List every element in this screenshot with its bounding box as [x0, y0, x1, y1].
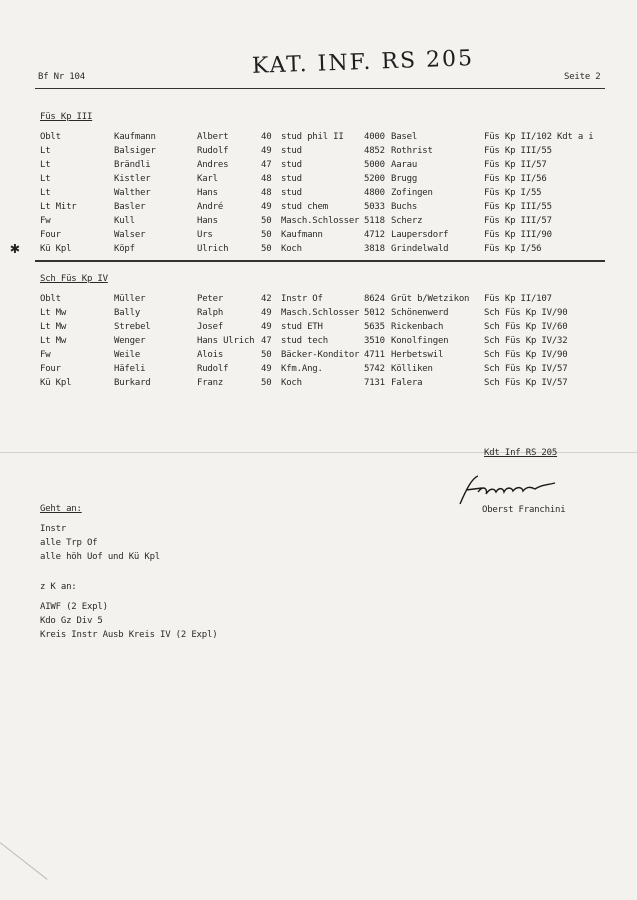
cell-unit: Füs Kp III/57 — [484, 216, 552, 226]
distribution-item: alle Trp Of — [40, 538, 98, 548]
cell-surname: Basler — [114, 202, 146, 212]
cell-firstname: Karl — [197, 174, 218, 184]
cell-surname: Walther — [114, 188, 151, 198]
cell-surname: Weile — [114, 350, 141, 360]
cell-firstname: Hans — [197, 188, 218, 198]
cell-year: 50 — [261, 378, 272, 388]
cell-remark: Kdt a i — [557, 132, 594, 142]
table-row — [0, 306, 637, 320]
cell-rank: Kü Kpl — [40, 378, 72, 388]
cell-unit: Füs Kp II/56 — [484, 174, 547, 184]
section-title-fues-kp-iii: Füs Kp III — [40, 112, 93, 122]
cell-town: Aarau — [391, 160, 418, 170]
cell-year: 42 — [261, 294, 272, 304]
cell-unit: Füs Kp I/56 — [484, 244, 542, 254]
table-row — [0, 186, 637, 200]
cell-firstname: Urs — [197, 230, 213, 240]
cell-profession: stud ETH — [281, 322, 323, 332]
table-row — [0, 130, 637, 144]
cell-postcode: 3510 — [364, 336, 385, 346]
cell-postcode: 4000 — [364, 132, 385, 142]
zk-item: Kreis Instr Ausb Kreis IV (2 Expl) — [40, 630, 218, 640]
cell-year: 40 — [261, 132, 272, 142]
cell-town: Grindelwald — [391, 244, 449, 254]
cell-surname: Kistler — [114, 174, 151, 184]
cell-unit: Füs Kp II/57 — [484, 160, 547, 170]
cell-rank: Oblt — [40, 132, 61, 142]
cell-profession: Bäcker-Konditor — [281, 350, 360, 360]
cell-surname: Balsiger — [114, 146, 156, 156]
cell-postcode: 4800 — [364, 188, 385, 198]
table-row — [0, 334, 637, 348]
cell-firstname: Peter — [197, 294, 224, 304]
distribution-item: alle höh Uof und Kü Kpl — [40, 552, 161, 562]
table-row — [0, 376, 637, 390]
table-row — [0, 242, 637, 256]
cell-town: Rothrist — [391, 146, 433, 156]
cell-surname: Wenger — [114, 336, 146, 346]
cell-year: 49 — [261, 202, 272, 212]
cell-surname: Bally — [114, 308, 141, 318]
cell-surname: Strebel — [114, 322, 151, 332]
cell-year: 47 — [261, 336, 272, 346]
cell-surname: Walser — [114, 230, 146, 240]
table-row — [0, 320, 637, 334]
cell-firstname: André — [197, 202, 224, 212]
cell-postcode: 4712 — [364, 230, 385, 240]
cell-postcode: 7131 — [364, 378, 385, 388]
document-reference: Bf Nr 104 — [38, 72, 85, 82]
cell-rank: Lt — [40, 160, 51, 170]
cell-profession: Koch — [281, 378, 302, 388]
cell-firstname: Hans — [197, 216, 218, 226]
cell-unit: Sch Füs Kp IV/90 — [484, 308, 568, 318]
cell-surname: Häfeli — [114, 364, 146, 374]
cell-town: Zofingen — [391, 188, 433, 198]
cell-town: Kölliken — [391, 364, 433, 374]
cell-year: 48 — [261, 174, 272, 184]
cell-unit: Sch Füs Kp IV/32 — [484, 336, 568, 346]
cell-rank: Lt Mitr — [40, 202, 77, 212]
cell-surname: Kull — [114, 216, 135, 226]
table-row — [0, 214, 637, 228]
cell-postcode: 8624 — [364, 294, 385, 304]
cell-profession: Instr Of — [281, 294, 323, 304]
cell-surname: Brändli — [114, 160, 151, 170]
cell-year: 49 — [261, 308, 272, 318]
cell-town: Buchs — [391, 202, 418, 212]
distribution-item: Instr — [40, 524, 67, 534]
cell-postcode: 5200 — [364, 174, 385, 184]
cell-postcode: 5635 — [364, 322, 385, 332]
zk-item: AIWF (2 Expl) — [40, 602, 108, 612]
table-row — [0, 200, 637, 214]
cell-postcode: 4711 — [364, 350, 385, 360]
section-divider — [35, 260, 605, 262]
cell-year: 48 — [261, 188, 272, 198]
cell-rank: Fw — [40, 216, 51, 226]
cell-surname: Müller — [114, 294, 146, 304]
cell-town: Grüt b/Wetzikon — [391, 294, 470, 304]
cell-firstname: Rudolf — [197, 364, 229, 374]
cell-year: 49 — [261, 364, 272, 374]
paper-corner-crease — [0, 842, 48, 880]
cell-unit: Füs Kp III/90 — [484, 230, 552, 240]
cell-profession: Kaufmann — [281, 230, 323, 240]
cell-unit: Füs Kp II/107 — [484, 294, 552, 304]
cell-postcode: 5033 — [364, 202, 385, 212]
cell-rank: Lt — [40, 146, 51, 156]
cell-firstname: Ralph — [197, 308, 224, 318]
cell-town: Konolfingen — [391, 336, 449, 346]
cell-unit: Sch Füs Kp IV/57 — [484, 364, 568, 374]
cell-rank: Lt Mw — [40, 322, 67, 332]
cell-rank: Four — [40, 230, 61, 240]
cell-town: Laupersdorf — [391, 230, 449, 240]
cell-town: Herbetswil — [391, 350, 444, 360]
cell-rank: Fw — [40, 350, 51, 360]
cell-profession: stud — [281, 174, 302, 184]
cell-profession: Koch — [281, 244, 302, 254]
table-row — [0, 228, 637, 242]
cell-unit: Sch Füs Kp IV/57 — [484, 378, 568, 388]
cell-firstname: Ulrich — [197, 244, 229, 254]
cell-firstname: Alois — [197, 350, 224, 360]
cell-rank: Lt — [40, 188, 51, 198]
cell-postcode: 5000 — [364, 160, 385, 170]
cell-unit: Füs Kp II/102 — [484, 132, 552, 142]
cell-year: 50 — [261, 230, 272, 240]
cell-rank: Oblt — [40, 294, 61, 304]
cell-town: Falera — [391, 378, 423, 388]
cell-firstname: Hans Ulrich — [197, 336, 255, 346]
cell-profession: stud phil II — [281, 132, 344, 142]
cell-firstname: Rudolf — [197, 146, 229, 156]
signature-org: Kdt Inf RS 205 — [484, 448, 558, 458]
cell-year: 50 — [261, 216, 272, 226]
table-row — [0, 362, 637, 376]
cell-postcode: 4852 — [364, 146, 385, 156]
table-row — [0, 144, 637, 158]
cell-firstname: Josef — [197, 322, 224, 332]
cell-postcode: 5118 — [364, 216, 385, 226]
cell-unit: Sch Füs Kp IV/90 — [484, 350, 568, 360]
cell-firstname: Andres — [197, 160, 229, 170]
cell-rank: Lt Mw — [40, 308, 67, 318]
cell-town: Scherz — [391, 216, 423, 226]
cell-firstname: Albert — [197, 132, 229, 142]
cell-year: 49 — [261, 322, 272, 332]
cell-surname: Kaufmann — [114, 132, 156, 142]
cell-unit: Füs Kp III/55 — [484, 146, 552, 156]
header-rule — [35, 88, 605, 89]
cell-profession: stud — [281, 146, 302, 156]
cell-unit: Füs Kp I/55 — [484, 188, 542, 198]
margin-mark-icon: ✱ — [10, 238, 20, 257]
cell-firstname: Franz — [197, 378, 224, 388]
cell-profession: stud chem — [281, 202, 328, 212]
cell-town: Rickenbach — [391, 322, 444, 332]
cell-unit: Füs Kp III/55 — [484, 202, 552, 212]
section-title-sch-fues-kp-iv: Sch Füs Kp IV — [40, 274, 108, 284]
cell-town: Schönenwerd — [391, 308, 449, 318]
table-row — [0, 172, 637, 186]
cell-year: 47 — [261, 160, 272, 170]
cell-town: Basel — [391, 132, 418, 142]
cell-surname: Köpf — [114, 244, 135, 254]
cell-profession: stud — [281, 160, 302, 170]
distribution-title: Geht an: — [40, 504, 82, 514]
cell-unit: Sch Füs Kp IV/60 — [484, 322, 568, 332]
cell-profession: Kfm.Ang. — [281, 364, 323, 374]
cell-postcode: 5012 — [364, 308, 385, 318]
cell-year: 49 — [261, 146, 272, 156]
cell-rank: Four — [40, 364, 61, 374]
cell-rank: Kü Kpl — [40, 244, 72, 254]
cell-rank: Lt — [40, 174, 51, 184]
cell-postcode: 3818 — [364, 244, 385, 254]
table-row — [0, 348, 637, 362]
cell-town: Brugg — [391, 174, 418, 184]
cell-profession: Masch.Schlosser — [281, 216, 360, 226]
cell-rank: Lt Mw — [40, 336, 67, 346]
page-number: Seite 2 — [564, 72, 601, 82]
zk-title: z K an: — [40, 582, 77, 592]
cell-profession: stud — [281, 188, 302, 198]
cell-year: 50 — [261, 244, 272, 254]
cell-postcode: 5742 — [364, 364, 385, 374]
cell-surname: Burkard — [114, 378, 151, 388]
handwritten-title: KAT. INF. RS 205 — [251, 46, 475, 79]
cell-year: 50 — [261, 350, 272, 360]
zk-item: Kdo Gz Div 5 — [40, 616, 103, 626]
signature-name: Oberst Franchini — [482, 505, 566, 515]
cell-profession: stud tech — [281, 336, 328, 346]
table-row — [0, 158, 637, 172]
table-row — [0, 292, 637, 306]
cell-profession: Masch.Schlosser — [281, 308, 360, 318]
